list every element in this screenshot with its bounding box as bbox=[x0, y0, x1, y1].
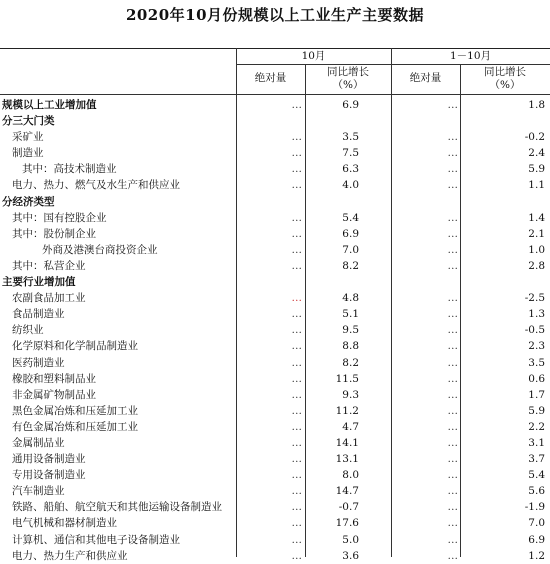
row-label: 电力、热力、燃气及水生产和供应业 bbox=[12, 179, 180, 192]
yoy-value-oct: 17.6 bbox=[335, 517, 359, 530]
table-row bbox=[0, 532, 550, 548]
abs-value-ytd: … bbox=[447, 485, 458, 498]
yoy-value-oct: 9.3 bbox=[342, 388, 359, 401]
yoy-value-oct: 13.1 bbox=[335, 453, 359, 466]
row-label: 分经济类型 bbox=[2, 195, 55, 208]
table-row bbox=[0, 145, 550, 161]
abs-value-oct: … bbox=[291, 340, 302, 353]
yoy-unit-1: （%） bbox=[332, 79, 364, 91]
abs-value-oct: … bbox=[291, 469, 302, 482]
abs-value-oct: … bbox=[291, 163, 302, 176]
abs-value-oct: … bbox=[291, 308, 302, 321]
row-label: 农副食品加工业 bbox=[12, 292, 86, 305]
yoy-value-oct: 6.9 bbox=[342, 99, 359, 111]
row-label: 其中：股份制企业 bbox=[12, 227, 96, 240]
abs-value-ytd: … bbox=[447, 340, 458, 353]
yoy-value-oct: 4.0 bbox=[342, 179, 359, 192]
table-row bbox=[0, 451, 550, 467]
yoy-header-1: 同比增长 bbox=[327, 66, 369, 78]
section-row bbox=[0, 97, 550, 113]
row-label: 主要行业增加值 bbox=[2, 276, 76, 289]
abs-header-2: 绝对量 bbox=[409, 72, 442, 84]
abs-value-oct: … bbox=[291, 501, 302, 514]
table-row bbox=[0, 467, 550, 483]
table-row bbox=[0, 226, 550, 242]
abs-value-ytd: … bbox=[447, 436, 458, 449]
table-row bbox=[0, 242, 550, 258]
row-label: 化学原料和化学制品制造业 bbox=[12, 340, 138, 353]
abs-value-oct: … bbox=[291, 324, 302, 337]
abs-value-oct: … bbox=[291, 227, 302, 240]
row-label: 其中：高技术制造业 bbox=[22, 163, 117, 176]
yoy-value-oct: 8.2 bbox=[342, 259, 359, 272]
row-label: 制造业 bbox=[12, 147, 44, 160]
yoy-value-oct: 8.8 bbox=[342, 340, 359, 353]
abs-value-oct: … bbox=[291, 436, 302, 449]
yoy-value-ytd: 2.4 bbox=[528, 147, 545, 160]
row-label: 纺织业 bbox=[12, 324, 44, 337]
yoy-value-ytd: 1.4 bbox=[528, 211, 545, 224]
table-row bbox=[0, 306, 550, 322]
table-row bbox=[0, 322, 550, 338]
yoy-header-2: 同比增长 bbox=[484, 66, 526, 78]
row-label: 电气机械和器材制造业 bbox=[12, 517, 117, 530]
table-row bbox=[0, 371, 550, 387]
row-label: 其中：国有控股企业 bbox=[12, 211, 107, 224]
yoy-value-oct: 14.7 bbox=[335, 485, 359, 498]
table-row bbox=[0, 290, 550, 306]
yoy-value-oct: 4.8 bbox=[342, 292, 359, 305]
table-body bbox=[0, 97, 550, 564]
abs-value-ytd: … bbox=[447, 533, 458, 546]
yoy-value-ytd: 5.9 bbox=[528, 404, 545, 417]
yoy-value-ytd: 3.5 bbox=[528, 356, 545, 369]
yoy-value-ytd: -2.5 bbox=[524, 292, 545, 305]
header-bottom-rule bbox=[0, 94, 550, 95]
yoy-value-oct: 7.5 bbox=[342, 147, 359, 160]
abs-value-oct: … bbox=[291, 404, 302, 417]
abs-value-oct: … bbox=[291, 356, 302, 369]
yoy-value-ytd: 1.1 bbox=[528, 179, 545, 192]
abs-value-ytd: … bbox=[447, 131, 458, 144]
yoy-value-oct: 3.5 bbox=[342, 131, 359, 144]
abs-value-ytd: … bbox=[447, 308, 458, 321]
section-row bbox=[0, 113, 550, 129]
abs-value-oct: … bbox=[291, 372, 302, 385]
abs-value-ytd: … bbox=[447, 163, 458, 176]
table-row bbox=[0, 161, 550, 177]
abs-value-ytd: … bbox=[447, 147, 458, 160]
row-label: 医药制造业 bbox=[12, 356, 65, 369]
section-row bbox=[0, 194, 550, 210]
yoy-value-ytd: 6.9 bbox=[528, 533, 545, 546]
abs-value-ytd: … bbox=[447, 324, 458, 337]
abs-value-oct: … bbox=[291, 517, 302, 530]
table-row bbox=[0, 548, 550, 564]
abs-value-oct: … bbox=[291, 179, 302, 192]
yoy-value-ytd: -1.9 bbox=[524, 501, 545, 514]
abs-value-ytd: … bbox=[447, 356, 458, 369]
row-label: 专用设备制造业 bbox=[12, 469, 86, 482]
yoy-value-ytd: 5.4 bbox=[528, 469, 545, 482]
row-label: 有色金属冶炼和压延加工业 bbox=[12, 420, 138, 433]
yoy-value-ytd: 2.1 bbox=[528, 227, 545, 240]
abs-value-oct: … bbox=[291, 533, 302, 546]
section-row bbox=[0, 274, 550, 290]
row-label: 采矿业 bbox=[12, 131, 44, 144]
yoy-value-oct: 7.0 bbox=[342, 243, 359, 256]
yoy-value-oct: 11.5 bbox=[335, 372, 359, 385]
row-label: 规模以上工业增加值 bbox=[2, 99, 97, 111]
yoy-value-ytd: 1.7 bbox=[528, 388, 545, 401]
yoy-value-ytd: 1.8 bbox=[528, 99, 545, 111]
abs-value-oct: … bbox=[291, 485, 302, 498]
yoy-value-ytd: 1.2 bbox=[528, 549, 545, 562]
abs-value-oct: … bbox=[291, 147, 302, 160]
yoy-value-oct: 5.0 bbox=[342, 533, 359, 546]
abs-value-ytd: … bbox=[447, 453, 458, 466]
row-label: 电力、热力生产和供应业 bbox=[12, 549, 128, 562]
yoy-value-ytd: 0.6 bbox=[528, 372, 545, 385]
row-label: 黑色金属冶炼和压延加工业 bbox=[12, 404, 138, 417]
table-row bbox=[0, 258, 550, 274]
table-row bbox=[0, 483, 550, 499]
abs-value-ytd: … bbox=[447, 549, 458, 562]
yoy-value-oct: 14.1 bbox=[335, 436, 359, 449]
abs-value-ytd: … bbox=[447, 227, 458, 240]
abs-value-ytd: … bbox=[447, 469, 458, 482]
yoy-value-oct: 5.1 bbox=[342, 308, 359, 321]
yoy-value-oct: 5.4 bbox=[342, 211, 359, 224]
table-row bbox=[0, 129, 550, 145]
abs-value-oct: … bbox=[291, 549, 302, 562]
period-10-month-header: 10月 bbox=[301, 50, 326, 62]
abs-value-ytd: … bbox=[447, 517, 458, 530]
yoy-value-ytd: 3.7 bbox=[528, 453, 545, 466]
yoy-value-oct: 4.7 bbox=[342, 420, 359, 433]
yoy-value-ytd: 2.3 bbox=[528, 340, 545, 353]
header-rule bbox=[236, 64, 550, 65]
period-jan-oct-header: 1－10月 bbox=[449, 50, 492, 62]
row-label: 食品制造业 bbox=[12, 308, 65, 321]
abs-value-oct: … bbox=[291, 211, 302, 224]
abs-value-ytd: … bbox=[447, 372, 458, 385]
abs-value-oct: … bbox=[291, 99, 302, 111]
table-top-rule bbox=[0, 48, 550, 49]
table-row bbox=[0, 403, 550, 419]
row-label: 汽车制造业 bbox=[12, 485, 65, 498]
row-label: 铁路、船舶、航空航天和其他运输设备制造业 bbox=[12, 501, 222, 514]
abs-value-ytd: … bbox=[447, 243, 458, 256]
table-row bbox=[0, 387, 550, 403]
table-row bbox=[0, 210, 550, 226]
table-row bbox=[0, 435, 550, 451]
row-label: 分三大门类 bbox=[2, 115, 55, 128]
page-title: 2020年10月份规模以上工业生产主要数据 bbox=[125, 6, 425, 24]
table-row bbox=[0, 338, 550, 354]
abs-value-ytd: … bbox=[447, 420, 458, 433]
table-row bbox=[0, 515, 550, 531]
row-label: 非金属矿物制品业 bbox=[12, 388, 96, 401]
yoy-value-ytd: 7.0 bbox=[528, 517, 545, 530]
yoy-value-ytd: -0.5 bbox=[524, 324, 545, 337]
abs-value-ytd: … bbox=[447, 404, 458, 417]
yoy-unit-2: （%） bbox=[489, 79, 521, 91]
abs-value-ytd: … bbox=[447, 99, 458, 111]
yoy-value-oct: 9.5 bbox=[342, 324, 359, 337]
row-label: 橡胶和塑料制品业 bbox=[12, 372, 96, 385]
row-label: 金属制品业 bbox=[12, 436, 65, 449]
yoy-value-oct: 11.2 bbox=[335, 404, 359, 417]
yoy-value-oct: 6.9 bbox=[342, 227, 359, 240]
yoy-value-ytd: 2.8 bbox=[528, 259, 545, 272]
yoy-value-oct: 8.2 bbox=[342, 356, 359, 369]
yoy-value-ytd: 3.1 bbox=[528, 436, 545, 449]
table-row bbox=[0, 177, 550, 193]
abs-value-ytd: … bbox=[447, 211, 458, 224]
yoy-value-ytd: 5.6 bbox=[528, 485, 545, 498]
abs-value-oct: … bbox=[291, 292, 302, 305]
abs-value-oct: … bbox=[291, 453, 302, 466]
yoy-value-ytd: 1.0 bbox=[528, 243, 545, 256]
yoy-value-oct: 3.6 bbox=[342, 549, 359, 562]
abs-value-oct: … bbox=[291, 259, 302, 272]
abs-value-ytd: … bbox=[447, 388, 458, 401]
abs-value-ytd: … bbox=[447, 259, 458, 272]
table-row bbox=[0, 499, 550, 515]
yoy-value-ytd: 2.2 bbox=[528, 420, 545, 433]
table-row bbox=[0, 419, 550, 435]
yoy-value-ytd: -0.2 bbox=[524, 131, 545, 144]
yoy-value-ytd: 5.9 bbox=[528, 163, 545, 176]
data-table bbox=[0, 48, 550, 562]
yoy-value-ytd: 1.3 bbox=[528, 308, 545, 321]
row-label: 外商及港澳台商投资企业 bbox=[42, 243, 158, 256]
abs-value-oct: … bbox=[291, 131, 302, 144]
row-label: 计算机、通信和其他电子设备制造业 bbox=[12, 533, 180, 546]
abs-value-ytd: … bbox=[447, 501, 458, 514]
yoy-value-oct: -0.7 bbox=[338, 501, 359, 514]
yoy-value-oct: 6.3 bbox=[342, 163, 359, 176]
abs-value-oct: … bbox=[291, 420, 302, 433]
yoy-value-oct: 8.0 bbox=[342, 469, 359, 482]
row-label: 通用设备制造业 bbox=[12, 453, 86, 466]
row-label: 其中：私营企业 bbox=[12, 259, 86, 272]
table-row bbox=[0, 355, 550, 371]
abs-value-ytd: … bbox=[447, 179, 458, 192]
abs-value-oct: … bbox=[291, 388, 302, 401]
abs-value-oct: … bbox=[291, 243, 302, 256]
abs-header-1: 绝对量 bbox=[254, 72, 287, 84]
abs-value-ytd: … bbox=[447, 292, 458, 305]
